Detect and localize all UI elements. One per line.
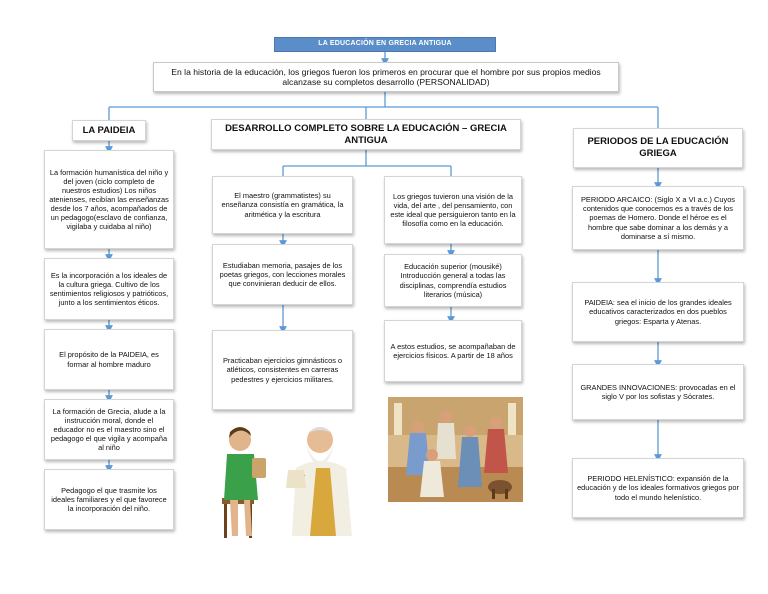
paideia-item-5: Pedagogo el que trasmite los ideales familiares y el que favorece la incorporación del niño. — [44, 469, 174, 530]
paideia-item-1: La formación humanística del niño y del joven (ciclo completo de nuestros estudios) Los niños atenienses, recibían las enseñanzas desde los 7 años, acompañados de un pedagogo(esclavo de confianza, vigilaba y cuidaba al niño) — [44, 150, 174, 249]
paideia-item-2: Es la incorporación a los ideales de la cultura griega. Cultivo de los sentimientos religiosos y patrióticos, junto a los sentimientos éticos. — [44, 258, 174, 320]
paideia-item-4: La formación de Grecia, alude a la instrucción moral, donde el educador no es el maestro sino el pedagogo el que vigila y acompaña al niño — [44, 399, 174, 460]
periodo-helenistico: PERIODO HELENÍSTICO: expansión de la educación y de los ideales formativos griegos por todo el mundo helenístico. — [572, 458, 744, 518]
desarrollo-right-1: Los griegos tuvieron una visión de la vida, del arte , del pensamiento, con este ideal que persiguieron tanto en la filosofía como en la educación. — [384, 176, 522, 244]
greek-classroom-illustration — [388, 397, 523, 502]
teacher-student-illustration — [212, 418, 362, 540]
desarrollo-left-3: Practicaban ejercicios gimnásticos o atléticos, consistentes en carreras pedestres y ejercicios militares. — [212, 330, 353, 410]
desarrollo-left-2: Estudiaban memoria, pasajes de los poetas griegos, con lecciones morales que convinieran deducir de ellos. — [212, 244, 353, 305]
diagram-title: LA EDUCACIÓN EN GRECIA ANTIGUA — [274, 37, 496, 52]
paideia-item-3: El propósito de la PAIDEIA, es formar al hombre maduro — [44, 329, 174, 390]
periodo-innovaciones: GRANDES INNOVACIONES: provocadas en el siglo V por los sofistas y Sócrates. — [572, 364, 744, 420]
desarrollo-left-1: El maestro (grammatistes) su enseñanza consistía en gramática, la aritmética y la escritura — [212, 176, 353, 234]
periodos-header: PERIODOS DE LA EDUCACIÓN GRIEGA — [573, 128, 743, 168]
desarrollo-header: DESARROLLO COMPLETO SOBRE LA EDUCACIÓN – GRECIA ANTIGUA — [211, 119, 521, 150]
paideia-header: LA PAIDEIA — [72, 120, 146, 141]
desarrollo-right-2: Educación superior (mousiké) Introducción general a todas las disciplinas, comprendía estudios literarios (música) — [384, 254, 522, 307]
periodo-paideia: PAIDEIA: sea el inicio de los grandes ideales educativos caracterizados en dos pueblos griegos: Esparta y Atenas. — [572, 282, 744, 342]
periodo-arcaico: PERIODO ARCAICO: (Siglo X a VI a.c.) Cuyos contenidos que conocemos es a través de los poemas de Homero. Donde el héroe es el hombre que sabe dominar a los demás y a dominarse a sí mismo. — [572, 186, 744, 250]
desarrollo-right-3: A estos estudios, se acompañaban de ejercicios físicos. A partir de 18 años — [384, 320, 522, 382]
intro-box: En la historia de la educación, los griegos fueron los primeros en procurar que el hombre por sus propios medios alcanzase su completos desarrollo (PERSONALIDAD) — [153, 62, 619, 92]
